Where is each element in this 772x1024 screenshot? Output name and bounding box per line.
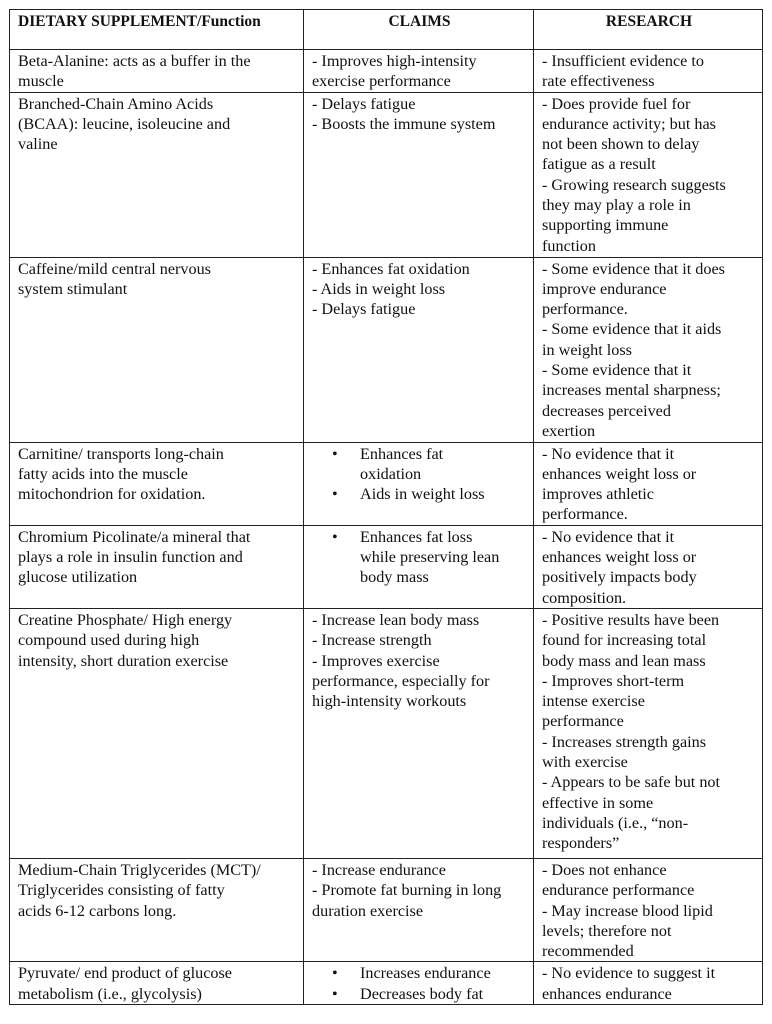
claim-text-line: - Improves exercise <box>312 651 440 670</box>
supplement-text-line: intensity, short duration exercise <box>18 651 229 670</box>
claim-item <box>332 527 527 588</box>
claim-text-line: - Increase strength <box>312 631 432 650</box>
research-text-line: endurance performance <box>542 881 695 900</box>
research-text-line: recommended <box>542 942 634 961</box>
supplement-text-line: acids 6-12 carbons long. <box>18 901 177 920</box>
research-text-line: positively impacts body <box>542 568 697 587</box>
claim-item <box>332 484 527 504</box>
claim-text-line: - Promote fat burning in long <box>312 881 502 900</box>
supplement-text-line: muscle <box>18 72 64 91</box>
research-text-line: - Some evidence that it <box>542 361 692 380</box>
supplement-text-line: Beta-Alanine: acts as a buffer in the <box>18 52 251 70</box>
research-text-line: levels; therefore not <box>542 921 672 940</box>
supplement-table <box>9 9 763 1005</box>
claim-text-line: • Increases endurance <box>360 964 491 983</box>
research-item <box>542 860 756 901</box>
research-cell <box>534 92 763 257</box>
claim-text-line: while preserving lean <box>360 548 500 567</box>
claim-text-line: - Increase lean body mass <box>312 610 480 629</box>
research-item <box>542 963 756 1004</box>
research-text-line: - Improves short-term <box>542 671 685 690</box>
research-item <box>542 527 756 608</box>
claims-bullet-list <box>312 444 527 505</box>
research-item <box>542 772 756 853</box>
supplement-text-line: Pyruvate/ end product of glucose <box>18 964 232 983</box>
research-text-line: fatigue as a result <box>542 155 656 174</box>
claim-item <box>312 651 527 712</box>
claim-text-line: • Decreases body fat <box>360 984 484 1003</box>
supplement-text-line: fatty acids into the muscle <box>18 464 188 483</box>
claim-item <box>312 299 527 319</box>
research-text-line: enhances weight loss or <box>542 464 697 483</box>
research-text-line: - May increase blood lipid <box>542 901 713 920</box>
research-text-line: - No evidence to suggest it <box>542 964 716 983</box>
supplement-text-line: valine <box>18 135 58 154</box>
research-text-line: - Insufficient evidence to <box>542 52 704 70</box>
research-item <box>542 901 756 962</box>
claim-text-line: • Enhances fat loss <box>360 527 473 546</box>
claims-cell <box>304 257 534 442</box>
supplement-cell <box>10 50 304 93</box>
supplement-cell <box>10 442 304 525</box>
claim-text-line: • Aids in weight loss <box>360 485 485 504</box>
research-text-line: found for increasing total <box>542 631 707 650</box>
research-item <box>542 259 756 320</box>
research-item <box>542 94 756 175</box>
claim-item <box>332 963 527 983</box>
claim-text-line: body mass <box>360 568 429 587</box>
claim-item <box>312 94 527 114</box>
research-text-line: supporting immune <box>542 216 669 235</box>
supplement-cell <box>10 92 304 257</box>
supplement-cell <box>10 962 304 1005</box>
research-text-line: performance <box>542 712 624 731</box>
claim-item <box>312 259 527 279</box>
research-text-line: in weight loss <box>542 340 632 359</box>
claims-cell <box>304 858 534 961</box>
research-text-line: increases mental sharpness; <box>542 381 721 400</box>
research-text-line: - Some evidence that it does <box>542 259 725 278</box>
research-text-line: rate effectiveness <box>542 72 655 91</box>
claims-cell <box>304 525 534 608</box>
research-text-line: enhances endurance <box>542 984 672 1003</box>
claim-text-line: - Aids in weight loss <box>312 279 446 298</box>
header-research: RESEARCH <box>534 10 763 50</box>
research-item <box>542 319 756 360</box>
supplement-text-line: Branched-Chain Amino Acids <box>18 94 214 113</box>
research-text-line: decreases perceived <box>542 401 671 420</box>
research-text-line: exertion <box>542 421 596 440</box>
claims-cell <box>304 50 534 93</box>
claim-item <box>312 610 527 630</box>
research-item <box>542 360 756 441</box>
research-cell <box>534 257 763 442</box>
supplement-cell <box>10 257 304 442</box>
claim-text-line: - Delays fatigue <box>312 94 416 113</box>
claim-text-line: performance, especially for <box>312 671 490 690</box>
supplement-text-line: Caffeine/mild central nervous <box>18 259 211 278</box>
research-text-line: - No evidence that it <box>542 527 675 546</box>
claim-item <box>312 51 527 92</box>
research-text-line: responders” <box>542 834 620 853</box>
research-text-line: with exercise <box>542 753 628 772</box>
supplement-cell <box>10 608 304 858</box>
supplement-text-line: system stimulant <box>18 279 128 298</box>
supplement-text-line: Carnitine/ transports long-chain <box>18 444 224 463</box>
research-cell <box>534 608 763 858</box>
supplement-text-line: compound used during high <box>18 631 200 650</box>
research-text-line: - Does not enhance <box>542 860 667 879</box>
supplement-text-line: metabolism (i.e., glycolysis) <box>18 984 202 1003</box>
table-row <box>10 50 763 93</box>
claim-text-line: duration exercise <box>312 901 424 920</box>
research-text-line: intense exercise <box>542 692 645 711</box>
research-cell <box>534 858 763 961</box>
research-text-line: performance. <box>542 505 628 524</box>
research-text-line: function <box>542 236 596 255</box>
research-text-line: improve endurance <box>542 279 667 298</box>
claim-text-line: - Enhances fat oxidation <box>312 259 470 278</box>
research-item <box>542 175 756 256</box>
claims-cell <box>304 442 534 525</box>
research-text-line: individuals (i.e., “non- <box>542 813 689 832</box>
research-cell <box>534 962 763 1005</box>
claims-cell <box>304 608 534 858</box>
claim-text-line: - Improves high-intensity <box>312 52 477 70</box>
claim-text-line: exercise performance <box>312 72 451 91</box>
research-item <box>542 610 756 671</box>
table-row <box>10 858 763 961</box>
claim-item <box>312 114 527 134</box>
table-row <box>10 962 763 1005</box>
claim-text-line: - Delays fatigue <box>312 300 416 319</box>
claim-text-line: - Boosts the immune system <box>312 114 496 133</box>
claim-item <box>312 880 527 921</box>
supplement-text-line: plays a role in insulin function and <box>18 548 243 567</box>
research-text-line: improves athletic <box>542 485 654 504</box>
research-text-line: not been shown to delay <box>542 135 700 154</box>
claim-text-line: - Increase endurance <box>312 860 446 879</box>
supplement-text-line: (BCAA): leucine, isoleucine and <box>18 114 231 133</box>
table-row <box>10 442 763 525</box>
supplement-text-line: Medium-Chain Triglycerides (MCT)/ <box>18 860 261 879</box>
research-text-line: they may play a role in <box>542 196 691 215</box>
table-row <box>10 92 763 257</box>
research-text-line: effective in some <box>542 793 654 812</box>
claims-bullet-list <box>312 527 527 588</box>
research-cell <box>534 50 763 93</box>
supplement-text-line: mitochondrion for oxidation. <box>18 485 206 504</box>
supplement-text-line: glucose utilization <box>18 568 138 587</box>
supplement-text-line: Chromium Picolinate/a mineral that <box>18 527 251 546</box>
research-item <box>542 444 756 525</box>
research-item <box>542 51 756 92</box>
research-text-line: - No evidence that it <box>542 444 675 463</box>
supplement-cell <box>10 858 304 961</box>
supplement-text-line: Triglycerides consisting of fatty <box>18 881 225 900</box>
header-claims: CLAIMS <box>304 10 534 50</box>
table-row <box>10 525 763 608</box>
research-item <box>542 671 756 732</box>
research-text-line: body mass and lean mass <box>542 651 706 670</box>
supplement-cell <box>10 525 304 608</box>
research-text-line: - Increases strength gains <box>542 732 707 751</box>
claims-bullet-list <box>312 963 527 1004</box>
research-cell <box>534 525 763 608</box>
claim-item <box>312 630 527 650</box>
research-text-line: endurance activity; but has <box>542 114 716 133</box>
claim-item <box>312 860 527 880</box>
table-row <box>10 257 763 442</box>
research-cell <box>534 442 763 525</box>
research-item <box>542 732 756 773</box>
research-text-line: - Growing research suggests <box>542 175 726 194</box>
claim-text-line: high-intensity workouts <box>312 692 467 711</box>
claim-text-line: oxidation <box>360 464 422 483</box>
research-text-line: - Does provide fuel for <box>542 94 691 113</box>
claim-text-line: • Enhances fat <box>360 444 444 463</box>
research-text-line: composition. <box>542 588 627 607</box>
research-text-line: performance. <box>542 300 628 319</box>
research-text-line: enhances weight loss or <box>542 548 697 567</box>
research-text-line: - Some evidence that it aids <box>542 320 722 339</box>
header-supplement: DIETARY SUPPLEMENT/Function <box>10 10 304 50</box>
claims-cell <box>304 962 534 1005</box>
research-text-line: - Positive results have been <box>542 610 720 629</box>
table-body <box>10 50 763 1005</box>
claim-item <box>332 444 527 485</box>
claim-item <box>332 984 527 1004</box>
research-text-line: - Appears to be safe but not <box>542 773 721 792</box>
claims-cell <box>304 92 534 257</box>
table-row <box>10 608 763 858</box>
supplement-text-line: Creatine Phosphate/ High energy <box>18 610 233 629</box>
header-row <box>10 10 763 50</box>
claim-item <box>312 279 527 299</box>
